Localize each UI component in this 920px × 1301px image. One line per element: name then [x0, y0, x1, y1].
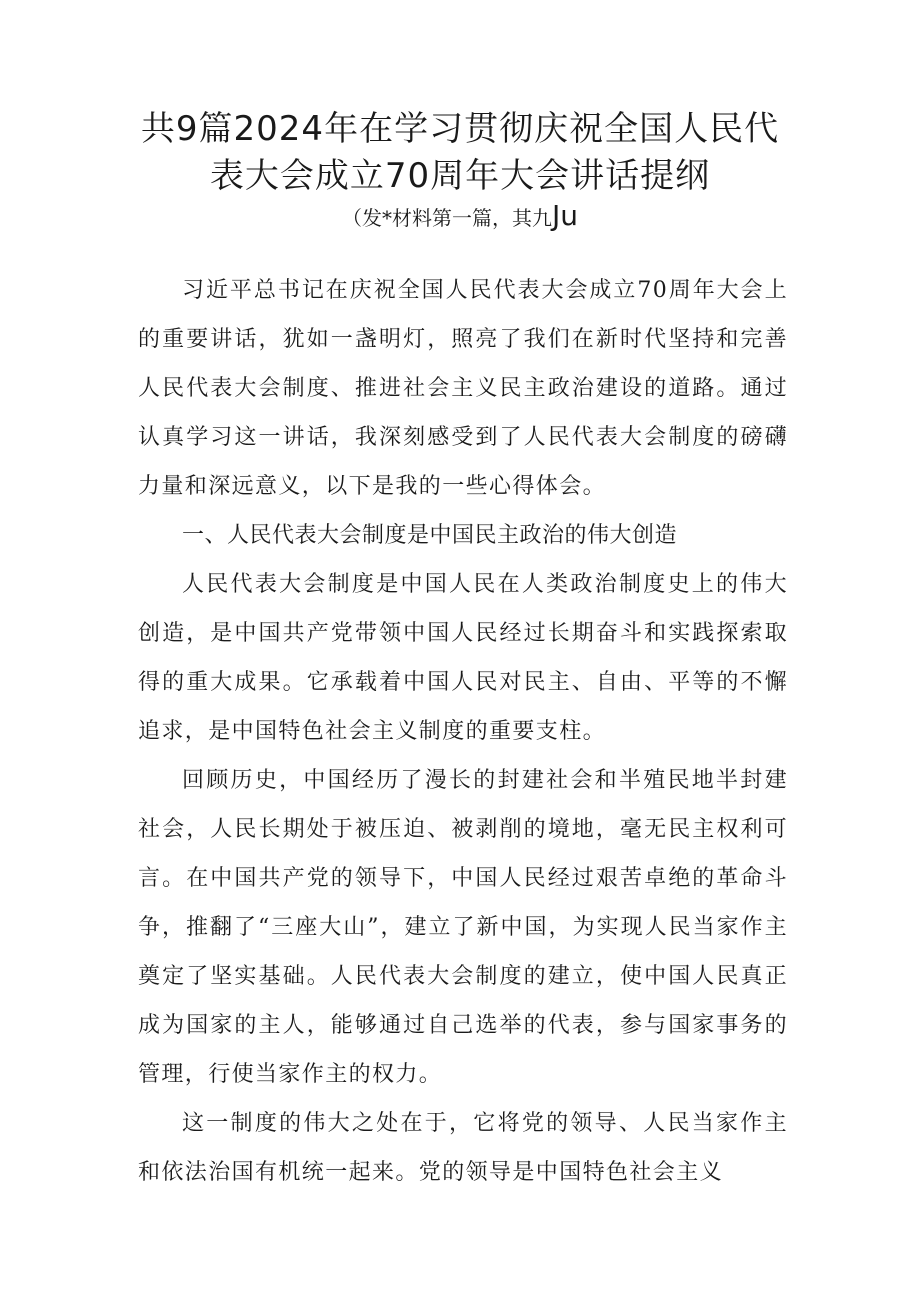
- paragraph-3: 这一制度的伟大之处在于，它将党的领导、人民当家作主和依法治国有机统一起来。党的领导是中国特色社会主义: [138, 1111, 788, 1185]
- subtitle-prefix: （发*材料第一篇，其九: [341, 206, 552, 230]
- document-subtitle: [60, 196, 860, 238]
- document-title-line-2: 表大会成立70周年大会讲话提纲: [209, 156, 711, 196]
- subtitle-suffix: Ju: [551, 199, 578, 232]
- document-title-line-1: 共9篇2024年在学习贯彻庆祝全国人民代: [140, 109, 780, 149]
- paragraph-1: 人民代表大会制度是中国人民在人类政治制度史上的伟大创造，是中国共产党带领中国人民经过长期奋斗和实践探索取得的重大成果。它承载着中国人民对民主、自由、平等的不懈追求，是中国特色社会主义制度的重要支柱。: [138, 572, 788, 744]
- paragraph-intro: 习近平总书记在庆祝全国人民代表大会成立70周年大会上的重要讲话，犹如一盏明灯，照亮了我们在新时代坚持和完善人民代表大会制度、推进社会主义民主政治建设的道路。通过认真学习这一讲话，我深刻感受到了人民代表大会制度的磅礴力量和深远意义，以下是我的一些心得体会。: [138, 278, 788, 499]
- paragraph-2: 回顾历史，中国经历了漫长的封建社会和半殖民地半封建社会，人民长期处于被压迫、被剥削的境地，毫无民主权利可言。在中国共产党的领导下，中国人民经过艰苦卓绝的革命斗争，推翻了“三座大山”，建立了新中国，为实现人民当家作主奠定了坚实基础。人民代表大会制度的建立，使中国人民真正成为国家的主人，能够通过自己选举的代表，参与国家事务的管理，行使当家作主的权力。: [138, 768, 788, 1087]
- document-body: [138, 266, 788, 1197]
- section-heading-1: 一、人民代表大会制度是中国民主政治的伟大创造: [182, 523, 678, 548]
